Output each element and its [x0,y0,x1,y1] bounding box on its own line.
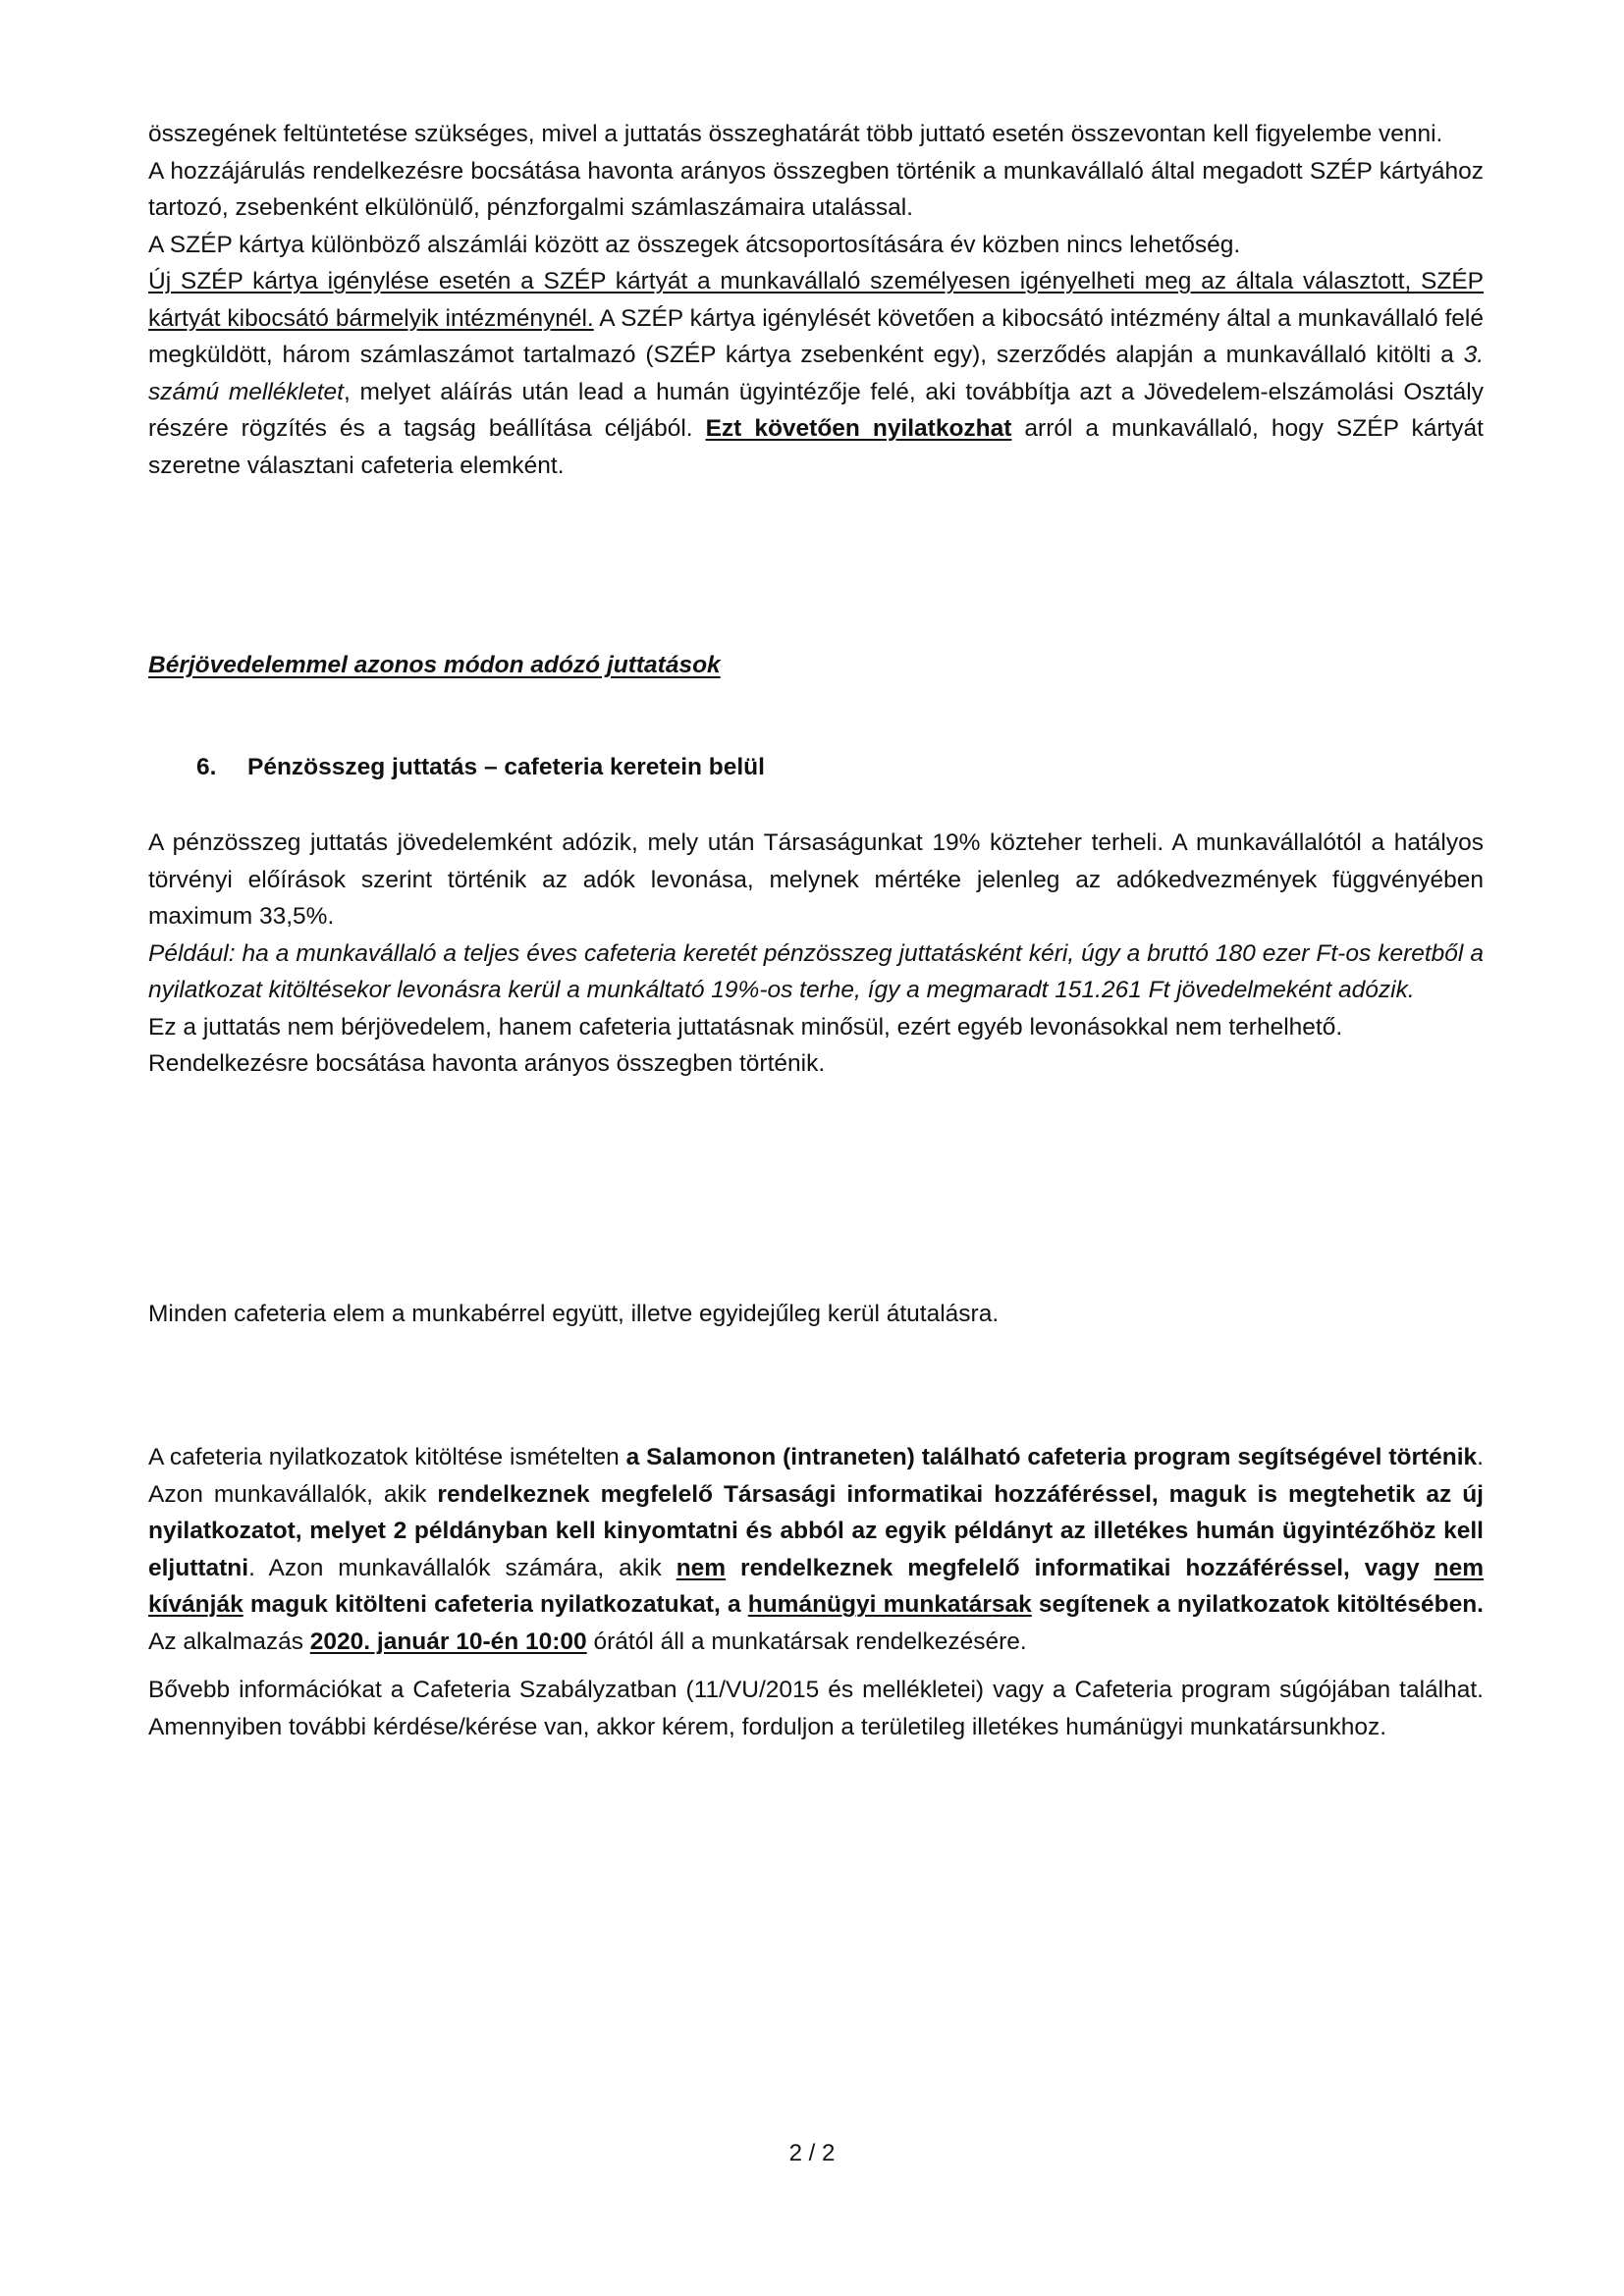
section-heading: Bérjövedelemmel azonos módon adózó juttatások [148,652,721,678]
text: arról a munkavállaló, hogy SZÉP kártyát szeretne választani cafeteria elemként. [148,415,1484,479]
bold-text: segítenek a nyilatkozatok kitöltésében. [1031,1591,1484,1618]
page-number: 2 / 2 [788,2140,836,2166]
paragraph-tax: A pénzösszeg juttatás jövedelemként adózik, mely után Társaságunkat 19% közteher terheli. A munkavállalótól a hatályos törvényi előírások szerint történik az adók levonása, melynek mértéke jelenleg az adókedvezmények függvényében maximum 33,5%. [148,829,1484,930]
text: . Azon munkavállalók számára, akik [248,1554,677,1581]
section-title: Pénzösszeg juttatás – cafeteria keretein belül [247,754,765,780]
transfer-note [148,1296,1484,1333]
paragraph-subaccount-note: A SZÉP kártya különböző alszámlái között az összegek átcsoportosítására év közben nincs lehetőség. [148,231,1241,258]
bold-underlined-text: nem kívánják [148,1554,1484,1618]
paragraph-monthly-transfer: A hozzájárulás rendelkezésre bocsátása havonta arányos összegben történik a munkavállaló által megadott SZÉP kártyához tartozó, zsebenként elkülönülő, pénzforgalmi számlaszámaira utalással. [148,157,1484,221]
text: A SZÉP kártya igénylését követően a kibocsátó intézmény által a munkavállaló felé megküldött, három számlaszámot tartalmazó (SZÉP kártya zsebenként egy), szerződés alapján a munkavállaló kitölti a [148,304,1484,368]
text: A cafeteria nyilatkozatok kitöltése ismételten [148,1444,626,1470]
paragraph-monthly: Rendelkezésre bocsátása havonta arányos összegben történik. [148,1050,826,1077]
declaration-section [148,1439,1484,1745]
text: . Azon munkavállalók, akik [148,1444,1484,1508]
paragraph-new-card [148,263,1484,484]
bold-underlined-text: Ezt követően nyilatkozhat [705,415,1012,442]
intro-section [148,116,1484,484]
numbered-section-heading [196,754,765,781]
paragraph-transfer: Minden cafeteria elem a munkabérrel együtt, illetve egyidejűleg kerül átutalásra. [148,1301,1000,1327]
paragraph-not-salary: Ez a juttatás nem bérjövedelem, hanem cafeteria juttatásnak minősül, ezért egyéb levonásokkal nem terhelhető. [148,1013,1343,1041]
paragraph-declaration [148,1439,1484,1660]
bold-underlined-date: 2020. január 10-én 10:00 [309,1628,587,1655]
section-number: 6. [196,754,217,780]
paragraph-more-info: Bővebb információkat a Cafeteria Szabályzatban (11/VU/2015 és mellékletei) vagy a Cafeteria program súgójában találhat. Amennyiben további kérdése/kérése van, akkor kérem, forduljon a területileg illetékes humánügyi munkatársunkhoz. [148,1677,1484,1740]
text: órától áll a munkatársak rendelkezésére. [586,1628,1027,1655]
bold-text: rendelkeznek megfelelő informatikai hozzáféréssel, vagy [726,1554,1435,1581]
section6-body [148,825,1484,1083]
bold-text: maguk kitölteni cafeteria nyilatkozatukat, a [243,1591,748,1618]
italic-appendix-ref: 3. számú mellékletet [148,342,1484,405]
bold-underlined-text: nem [676,1554,727,1581]
paragraph-amount-note: összegének feltüntetése szükséges, mivel a juttatás összeghatárát több juttató esetén összevontan kell figyelembe venni. [148,121,1443,147]
text: , melyet aláírás után lead a humán ügyintézője felé, aki továbbítja azt a Jövedelem-elszámolási Osztály részére rögzítés és a tagság beállítása céljából. [148,378,1484,442]
underlined-text: Új SZÉP kártya igénylése esetén a SZÉP kártyát a munkavállaló személyesen igényelheti meg az általa választott, SZÉP kártyát kibocsátó bármelyik intézménynél. [148,268,1484,332]
bold-text: a Salamonon (intraneten) található cafeteria program segítségével történik [625,1444,1478,1470]
paragraph-example: Például: ha a munkavállaló a teljes éves cafeteria keretét pénzösszeg juttatásként kéri, úgy a bruttó 180 ezer Ft-os keretből a nyilatkozat kitöltésekor levonásra kerül a munkáltató 19%-os terhe, így a megmaradt 151.261 Ft jövedelmeként adózik. [148,939,1484,1003]
bold-text: rendelkeznek megfelelő Társasági informatikai hozzáféréssel, maguk is megtehetik az új nyilatkozatot, melyet 2 példányban kell kinyomtatni és abból az egyik példányt az illetékes humán ügyintézőhöz kell eljuttatni [148,1480,1484,1581]
text: Az alkalmazás [148,1628,310,1655]
bold-underlined-text: humánügyi munkatársak [747,1591,1032,1618]
